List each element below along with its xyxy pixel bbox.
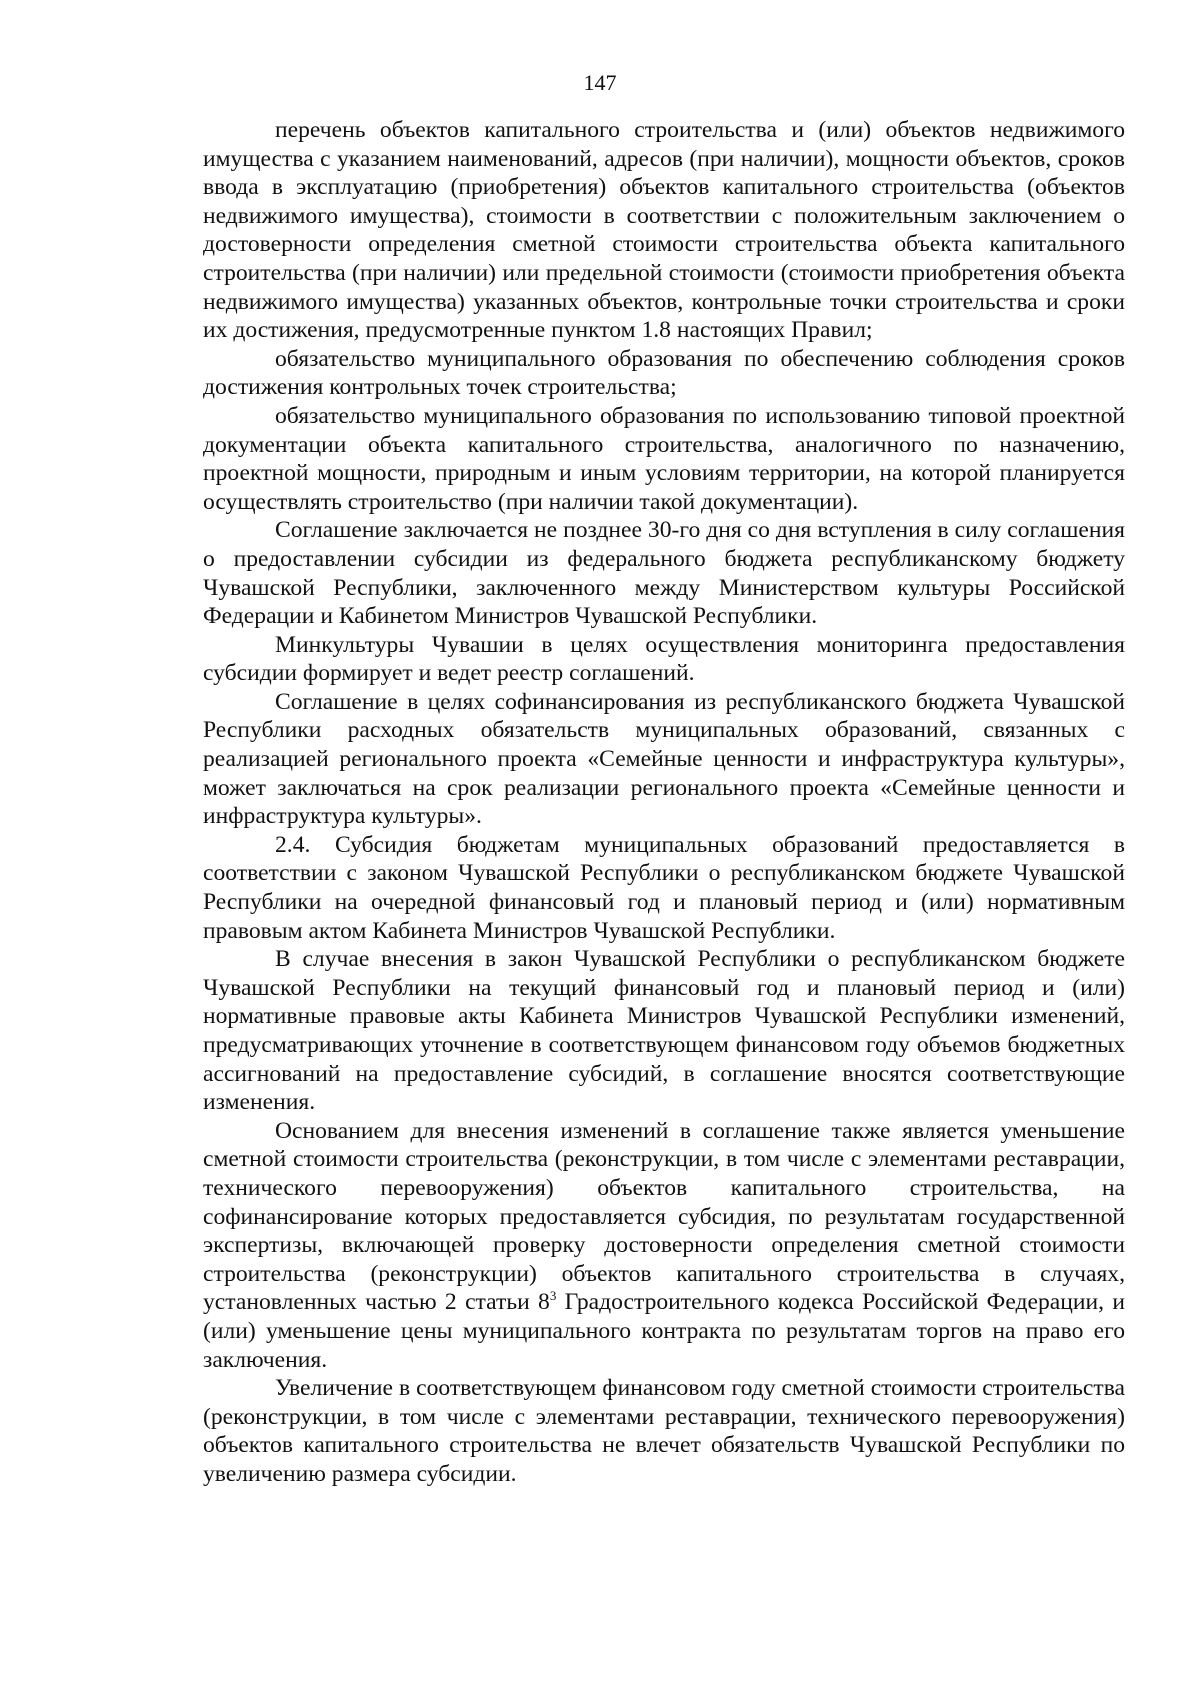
paragraph: Соглашение заключается не позднее 30-го дня со дня вступления в силу соглашения о предоставлении субсидии из федерального бюджета республиканскому бюджету Чувашской Республики, заключенного между Министерством культуры Российской Федерации и Кабинетом Министров Чувашской Республики.: [203, 517, 1125, 630]
paragraph: обязательство муниципального образования по использованию типовой проектной документации объекта капитального строительства, аналогичного по назначению, проектной мощности, природным и иным условиям территории, на которой планируется осуществлять строительство (при наличии такой документации).: [203, 402, 1125, 515]
paragraph: обязательство муниципального образования по обеспечению соблюдения сроков достижения контрольных точек строительства;: [203, 345, 1125, 401]
paragraph: Минкультуры Чувашии в целях осуществления мониторинга предоставления субсидии формирует и ведет реестр соглашений.: [203, 631, 1125, 687]
paragraph: В случае внесения в закон Чувашской Республики о республиканском бюджете Чувашской Республики на текущий финансовый год и плановый период и (или) нормативные правовые акты Кабинета Министров Чувашской Республики изменений, предусматривающих уточнение в соответствующем финансовом году объемов бюджетных ассигнований на предоставление субсидий, в соглашение вносятся соответствующие изменения.: [203, 946, 1125, 1116]
document-body: [203, 116, 1125, 1489]
paragraph-with-superscript: [203, 1117, 1125, 1374]
superscript: 3: [549, 1288, 557, 1304]
paragraph: 2.4. Субсидия бюджетам муниципальных образований предоставляется в соответствии с законом Чувашской Республики о республиканском бюджете Чувашской Республики на очередной финансовый год и плановый период и (или) нормативным правовым актом Кабинета Министров Чувашской Республики.: [203, 831, 1125, 944]
page-number: 147: [583, 70, 617, 95]
paragraph-text: Градостроительного кодекса Российской Федерации, и (или) уменьшение цены муниципального контракта по результатам торгов на право его заключения.: [203, 1289, 1125, 1373]
paragraph: перечень объектов капитального строительства и (или) объектов недвижимого имущества с указанием наименований, адресов (при наличии), мощности объектов, сроков ввода в эксплуатацию (приобретения) объектов капитального строительства (объектов недвижимого имущества), стоимости в соответствии с положительным заключением о достоверности определения сметной стоимости строительства объекта капитального строительства (при наличии) или предельной стоимости (стоимости приобретения объекта недвижимого имущества) указанных объектов, контрольные точки строительства и сроки их достижения, предусмотренные пунктом 1.8 настоящих Правил;: [203, 117, 1125, 344]
paragraph: Увеличение в соответствующем финансовом году сметной стоимости строительства (реконструкции, в том числе с элементами реставрации, технического перевооружения) объектов капитального строительства не влечет обязательств Чувашской Республики по увеличению размера субсидии.: [203, 1375, 1125, 1487]
paragraph: Соглашение в целях софинансирования из республиканского бюджета Чувашской Республики расходных обязательств муниципальных образований, связанных с реализацией регионального проекта «Семейные ценности и инфраструктура культуры», может заключаться на срок реализации регионального проекта «Семейные ценности и инфраструктура культуры».: [203, 688, 1125, 830]
paragraph-text: Основанием для внесения изменений в соглашение также является уменьшение сметной стоимости строительства (реконструкции, в том числе с элементами реставрации, технического перевооружения) объектов капитального строительства, на софинансирование которых предоставляется субсидия, по результатам государственной экспертизы, включающей проверку достоверности определения сметной стоимости строительства (реконструкции) объектов капитального строительства в случаях, установленных частью 2 статьи 8: [203, 1117, 1125, 1316]
